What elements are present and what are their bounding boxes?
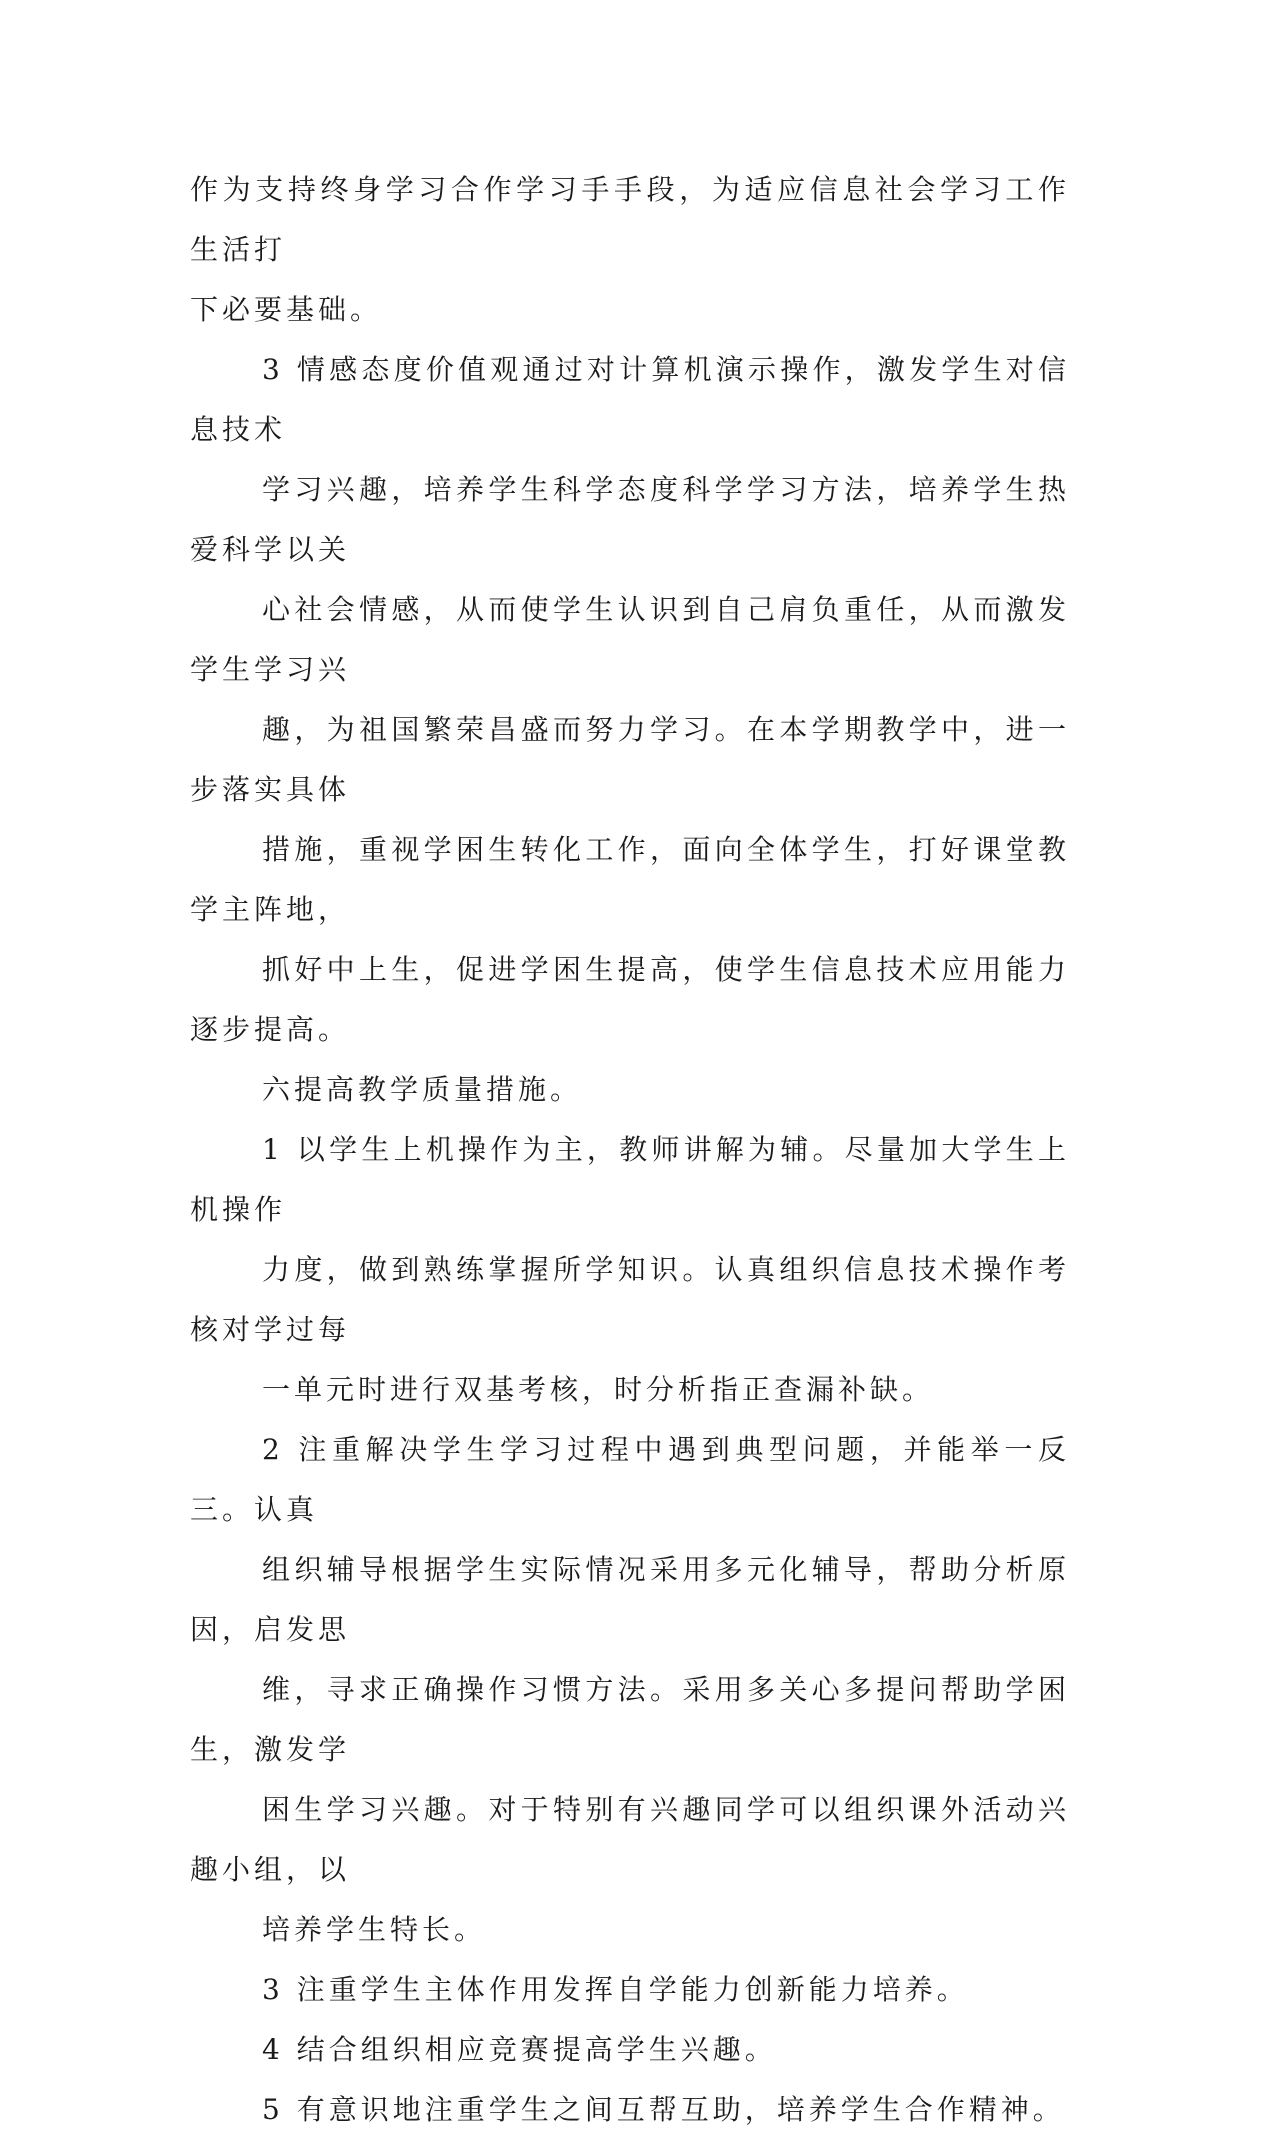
text-line: 抓好中上生，促进学困生提高，使学生信息技术应用能力逐步提高。 — [190, 953, 1070, 1046]
text-line: 维，寻求正确操作习惯方法。采用多关心多提问帮助学困生，激发学 — [190, 1673, 1070, 1766]
text-line: 2 注重解决学生学习过程中遇到典型问题，并能举一反三。认真 — [190, 1433, 1070, 1526]
text-line: 一单元时进行双基考核，时分析指正查漏补缺。 — [262, 1373, 935, 1406]
text-line: 作为支持终身学习合作学习手手段，为适应信息社会学习工作生活打 — [190, 173, 1070, 266]
text-line: 心社会情感，从而使学生认识到自己肩负重任，从而激发学生学习兴 — [190, 593, 1070, 686]
text-line: 学习兴趣，培养学生科学态度科学学习方法，培养学生热爱科学以关 — [190, 473, 1070, 566]
text-line: 3 情感态度价值观通过对计算机演示操作，激发学生对信息技术 — [190, 353, 1070, 446]
text-line: 组织辅导根据学生实际情况采用多元化辅导，帮助分析原因，启发思 — [190, 1553, 1070, 1646]
paragraph-intro-continuation — [190, 160, 1070, 340]
text-line: 力度，做到熟练掌握所学知识。认真组织信息技术操作考核对学过每 — [190, 1253, 1070, 1346]
document-body — [190, 160, 1070, 2140]
paragraph-measure-4 — [190, 2020, 1070, 2080]
text-line: 措施，重视学困生转化工作，面向全体学生，打好课堂教学主阵地， — [190, 833, 1070, 926]
text-line: 六提高教学质量措施。 — [262, 1073, 583, 1106]
paragraph-measure-2 — [190, 1420, 1070, 1960]
section-heading-quality-measures — [190, 1060, 1070, 1120]
paragraph-measure-3 — [190, 1960, 1070, 2020]
text-line: 4 结合组织相应竞赛提高学生兴趣。 — [262, 2033, 777, 2066]
text-line: 下必要基础。 — [190, 293, 383, 326]
text-line: 3 注重学生主体作用发挥自学能力创新能力培养。 — [262, 1973, 969, 2006]
text-line: 1 以学生上机操作为主，教师讲解为辅。尽量加大学生上机操作 — [190, 1133, 1070, 1226]
text-line: 趣，为祖国繁荣昌盛而努力学习。在本学期教学中，进一步落实具体 — [190, 713, 1070, 806]
text-line: 5 有意识地注重学生之间互帮互助，培养学生合作精神。 — [262, 2093, 1065, 2126]
paragraph-measure-1 — [190, 1120, 1070, 1420]
paragraph-measure-5 — [190, 2080, 1070, 2140]
text-line: 困生学习兴趣。对于特别有兴趣同学可以组织课外活动兴趣小组，以 — [190, 1793, 1070, 1886]
text-line: 培养学生特长。 — [262, 1913, 487, 1946]
paragraph-emotion-attitude-values — [190, 340, 1070, 1060]
